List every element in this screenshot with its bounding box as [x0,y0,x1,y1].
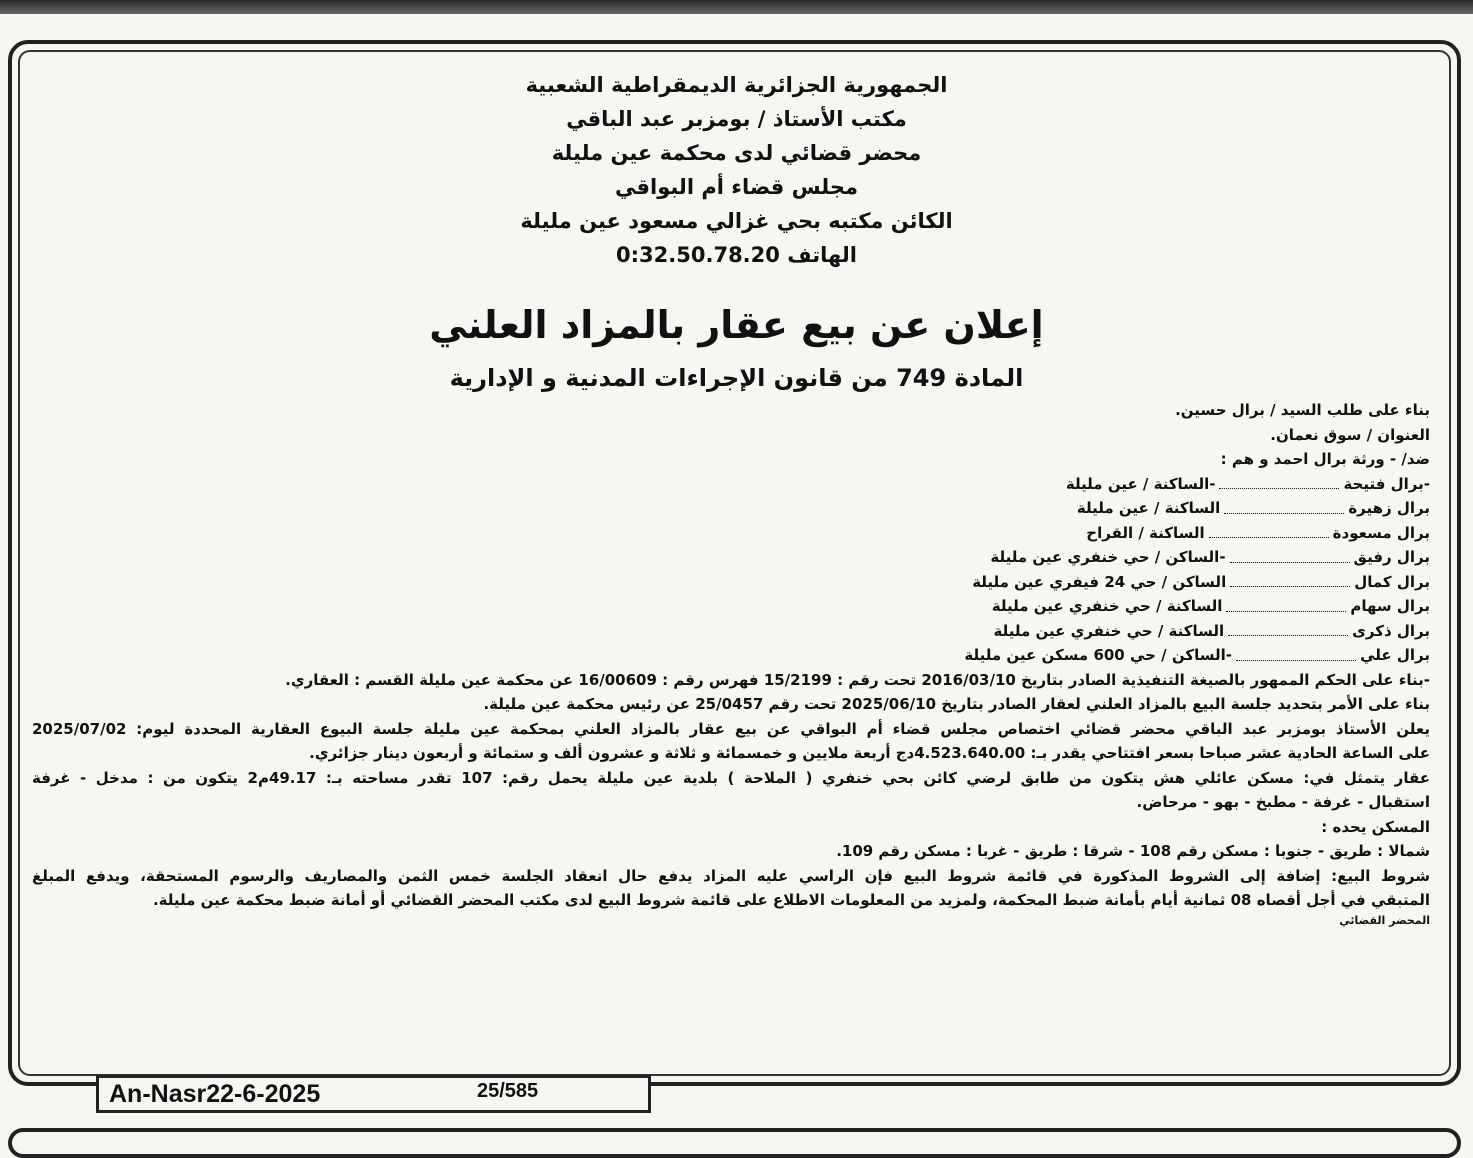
sale-conditions-paragraph-cont: المتبقي في أجل أقصاه 08 ثمانية أيام بأمانة ضبط المحكمة، ولمزيد من المعلومات الاطلاع على قائمة شروط البيع لدى مكتب المحضر القضائي أو أمانة ضبط محكمة عين مليلة. [152,891,1430,909]
newspaper-source: An-Nasr22-6-2025 [109,1080,321,1108]
heir-row [32,472,1430,497]
heir-row [32,594,1430,619]
heir-name: برال كمال [1354,572,1430,591]
announcement-body [32,398,1430,929]
heir-row [32,545,1430,570]
dotted-leader [1230,585,1350,587]
heir-name: -برال فتيحة [1343,474,1430,493]
announcement-subtitle: المادة 749 من قانون الإجراءات المدنية و الإدارية [449,364,1024,392]
heir-residence: الساكنة / حي خنفري عين مليلة [991,597,1223,615]
auction-date-paragraph: يعلن الأستاذ بومزبر عبد الباقي محضر قضائي اختصاص مجلس قضاء أم البواقي عن بيع عقار بالمزاد العلني بمحكمة عين مليلة جلسة البيوع العقارية المحددة ليوم: 2025/07/02 [32,719,1430,738]
heir-name: برال مسعودة [1332,523,1430,542]
council-line: مجلس قضاء أم البواقي [615,175,858,199]
boundaries-paragraph: شمالا : طريق - جنوبا : مسكن رقم 108 - شرقا : طريق - غربا : مسكن رقم 109. [836,842,1430,860]
opening-price-paragraph: على الساعة الحادية عشر صباحا بسعر افتتاحي يقدر بـ: 4.523.640.00دج أربعة ملايين و خمسمائة و ثلاثة و عشرون ألف و ستمائة و أربعون دينار جزائري. [309,744,1430,762]
sale-conditions-paragraph: شروط البيع: إضافة إلى الشروط المذكورة في قائمة شروط البيع فإن الراسي عليه المزاد يدفع حال انعقاد الجلسة خمس الثمن والمصاريف والرسوم المستحقة، ويدفع المبلغ [32,866,1430,885]
heir-row [32,496,1430,521]
dotted-leader [1209,536,1329,538]
heir-name: برال سهام [1350,597,1430,615]
dotted-leader [1226,610,1346,612]
heir-row [32,521,1430,546]
dotted-leader [1236,659,1356,661]
heir-residence: -الساكن / حي 600 مسكن عين مليلة [964,646,1232,664]
heir-residence: الساكن / حي 24 فيفري عين مليلة [972,572,1227,591]
heir-row [32,570,1430,595]
dotted-leader [1219,487,1339,489]
phone-line: الهاتف 0:32.50.78.20 [616,243,857,267]
bailiff-line: محضر قضائي لدى محكمة عين مليلة [551,141,922,165]
against-line: ضد/ - ورثة برال احمد و هم : [1220,450,1430,468]
issuer-header [20,68,1453,272]
judgment-paragraph: -بناء على الحكم الممهور بالصيغة التنفيذية الصادر بتاريخ 2016/03/10 تحت رقم : 15/2199 فهرس رقم : 16/00609 عن محكمة عين مليلة القسم : العقاري. [285,670,1430,689]
signature: المحضر القضائي [1339,913,1430,927]
announcement-title: إعلان عن بيع عقار بالمزاد العلني [429,303,1044,347]
heir-row [32,643,1430,668]
requester-line: بناء على طلب السيد / برال حسين. [1175,401,1430,419]
next-announcement-frame [8,1128,1461,1158]
heir-residence: الساكنة / القراح [1086,523,1205,542]
top-rule [0,0,1473,14]
dotted-leader [1230,561,1350,563]
property-description-paragraph: عقار يتمثل في: مسكن عائلي هش يتكون من طابق لرضي كائن بحي خنفري ( الملاحة ) بلدية عين مليلة يحمل رقم: 107 تقدر مساحته بـ: 49.17م2 يتكون من : مدخل - غرفة [32,768,1430,787]
dotted-leader [1228,634,1348,636]
announcement-reference: 25/585 [477,1080,539,1102]
order-paragraph: بناء على الأمر بتحديد جلسة البيع بالمزاد العلني لعقار الصادر بتاريخ 2025/06/10 تحت رقم 25/0457 عن رئيس محكمة عين مليلة. [483,695,1430,713]
publication-footer [96,1075,651,1113]
heir-row [32,619,1430,644]
heir-name: برال رفيق [1353,548,1430,566]
office-line: مكتب الأستاذ / بومزبر عبد الباقي [566,107,907,131]
heir-name: برال ذكرى [1352,621,1430,640]
heir-name: برال علي [1360,646,1430,664]
address-line: الكائن مكتبه بحي غزالي مسعود عين مليلة [520,209,953,233]
heir-residence: الساكنة / عين مليلة [1076,499,1221,517]
dotted-leader [1224,512,1344,514]
boundaries-heading: المسكن يحده : [1321,817,1430,836]
heir-residence: -الساكنة / عين مليلة [1065,474,1216,493]
requester-address-line: العنوان / سوق نعمان. [1270,425,1430,444]
heir-residence: الساكنة / حي خنفري عين مليلة [993,621,1225,640]
heir-residence: -الساكن / حي خنفري عين مليلة [990,548,1226,566]
heir-name: برال زهيرة [1348,499,1430,517]
republic-line: الجمهورية الجزائرية الديمقراطية الشعبية [525,73,948,97]
property-rooms-paragraph: استقبال - غرفة - مطبخ - بهو - مرحاض. [1136,793,1430,811]
